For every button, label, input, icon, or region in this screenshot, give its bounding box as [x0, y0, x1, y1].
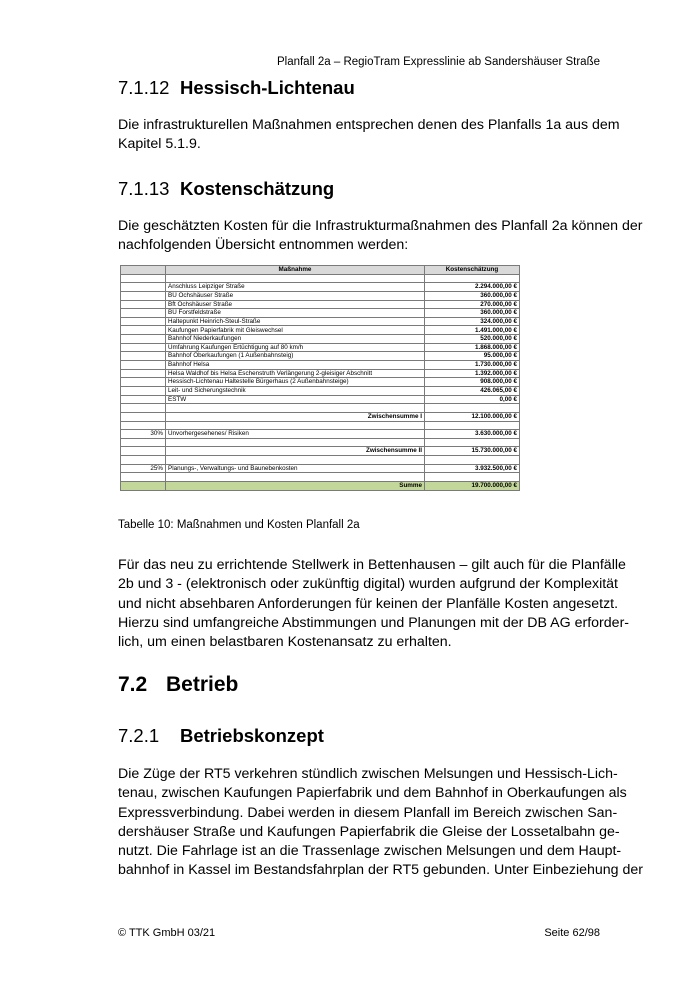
- text-line: Die Züge der RT5 verkehren stündlich zwischen Melsungen und Hessisch-Lich-: [118, 766, 618, 782]
- contingency-row: [121, 430, 520, 439]
- measure-cost: 1.730.000,00 €: [425, 361, 520, 370]
- planning-label: Planungs-, Verwaltungs- und Baunebenkosten: [166, 464, 425, 473]
- table-cell: [121, 412, 166, 421]
- text-line: lich, um einen belastbaren Kostenansatz zu erhalten.: [118, 634, 452, 651]
- measure-name: Leit- und Sicherungstechnik: [166, 386, 425, 395]
- measure-name: Kaufungen Papierfabrik mit Gleiswechsel: [166, 326, 425, 335]
- table-cell: [166, 421, 425, 430]
- subtotal-value: 12.100.000,00 €: [425, 412, 520, 421]
- measure-name: Hessisch-Lichtenau Haltestelle Bürgerhaus (2 Außenbahnsteige): [166, 378, 425, 387]
- percent-cell: 25%: [121, 464, 166, 473]
- text-line: Die geschätzten Kosten für die Infrastrukturmaßnahmen des Planfall 2a können der: [118, 218, 643, 234]
- measure-name: Anschluss Leipziger Straße: [166, 283, 425, 292]
- table-row: [121, 386, 520, 395]
- planning-row: [121, 464, 520, 473]
- measure-cost: 1.491.000,00 €: [425, 326, 520, 335]
- measure-name: BÜ Ochshäuser Straße: [166, 291, 425, 300]
- section-title: Kostenschätzung: [180, 178, 335, 199]
- total-label: Summe: [166, 482, 425, 491]
- section-title: Betriebskonzept: [180, 725, 324, 746]
- table-cell: [121, 317, 166, 326]
- total-value: 19.700.000,00 €: [425, 482, 520, 491]
- footer-page-number: Seite 62/98: [544, 927, 600, 939]
- table-cell: [425, 473, 520, 482]
- subtotal-value: 15.730.000,00 €: [425, 447, 520, 456]
- section-number: 7.2.1: [118, 725, 160, 746]
- subtotal-label: Zwischensumme II: [166, 447, 425, 456]
- table-cell: [121, 473, 166, 482]
- table-cell: [121, 343, 166, 352]
- table-row-blank: [121, 274, 520, 283]
- table-cell: [121, 335, 166, 344]
- table-cell: [121, 369, 166, 378]
- measure-cost: 2.294.000,00 €: [425, 283, 520, 292]
- table-cell: [121, 395, 166, 404]
- table-cell: [166, 438, 425, 447]
- table-caption: Tabelle 10: Maßnahmen und Kosten Planfall 2a: [118, 519, 360, 531]
- table-cell: [121, 300, 166, 309]
- measure-cost: 426.065,00 €: [425, 386, 520, 395]
- table-cell: [121, 386, 166, 395]
- table-cell: [121, 326, 166, 335]
- table-cell: [121, 378, 166, 387]
- table-row: [121, 335, 520, 344]
- measure-name: Bft Ochshäuser Straße: [166, 300, 425, 309]
- heading-7-1-13: [118, 178, 334, 200]
- measure-cost: 95.000,00 €: [425, 352, 520, 361]
- measure-name: Bahnhof Oberkaufungen (1 Außenbahnsteig): [166, 352, 425, 361]
- measure-name: ESTW: [166, 395, 425, 404]
- table-row-blank: [121, 438, 520, 447]
- table-cell: [121, 421, 166, 430]
- measure-cost: 324.000,00 €: [425, 317, 520, 326]
- table-cell: [166, 456, 425, 465]
- table-row-blank: [121, 456, 520, 465]
- measure-cost: 360.000,00 €: [425, 291, 520, 300]
- table-cell: [121, 482, 166, 491]
- table-cell: [166, 404, 425, 413]
- table-cell: [121, 438, 166, 447]
- subtotal-row-2: [121, 447, 520, 456]
- table-cell: [121, 291, 166, 300]
- table-row-blank: [121, 421, 520, 430]
- measure-cost: 0,00 €: [425, 395, 520, 404]
- column-header-measure: Maßnahme: [166, 266, 425, 275]
- text-line: und nicht absehbaren Anforderungen für keinen der Planfälle Kosten angesetzt.: [118, 595, 619, 612]
- table-row: [121, 343, 520, 352]
- measure-cost: 520.000,00 €: [425, 335, 520, 344]
- contingency-value: 3.630.000,00 €: [425, 430, 520, 439]
- text-line: Die infrastrukturellen Maßnahmen entsprechen denen des Planfalls 1a aus dem: [118, 117, 620, 133]
- table-cell: [121, 456, 166, 465]
- measure-cost: 908.000,00 €: [425, 378, 520, 387]
- measure-cost: 1.868.000,00 €: [425, 343, 520, 352]
- text-line: 2b und 3 - (elektronisch oder zukünftig digital) wurden aufgrund der Komplexität: [118, 576, 618, 593]
- heading-7-2-1: [118, 725, 324, 747]
- table-cell: [121, 283, 166, 292]
- table-row: [121, 300, 520, 309]
- section-title: Hessisch-Lichtenau: [180, 77, 355, 98]
- measure-name: Haltepunkt Heinrich-Steul-Straße: [166, 317, 425, 326]
- table-cell: [121, 447, 166, 456]
- subtotal-label: Zwischensumme I: [166, 412, 425, 421]
- table-row: [121, 352, 520, 361]
- section-number: 7.1.13: [118, 178, 170, 199]
- table-row: [121, 309, 520, 318]
- text-line: bahnhof in Kassel im Bestandsfahrplan der RT5 gebunden. Unter Einbeziehung der: [118, 862, 644, 879]
- table-cell: [425, 421, 520, 430]
- table-cell: [425, 404, 520, 413]
- paragraph-7-1-12: [118, 116, 620, 155]
- table-header-row: [121, 266, 520, 275]
- table-row: [121, 317, 520, 326]
- text-line: nutzt. Die Fahrlage ist an die Trassenlage zwischen Melsungen und dem Haupt-: [118, 843, 622, 860]
- table-cell: [121, 404, 166, 413]
- table-row: [121, 369, 520, 378]
- table-row-blank: [121, 404, 520, 413]
- measure-cost: 360.000,00 €: [425, 309, 520, 318]
- section-number: 7.1.12: [118, 77, 170, 98]
- table-row: [121, 361, 520, 370]
- cost-table: [120, 265, 520, 491]
- text-line: Expressverbindung. Dabei werden in diesem Planfall im Bereich zwischen San-: [118, 804, 618, 821]
- paragraph-betriebskonzept: [118, 765, 644, 881]
- text-line: Kapitel 5.1.9.: [118, 136, 201, 153]
- table-cell: [121, 309, 166, 318]
- table-cell: [121, 352, 166, 361]
- table-row: [121, 378, 520, 387]
- page-footer: [118, 927, 600, 939]
- table-cell: [121, 266, 166, 275]
- table-cell: [425, 456, 520, 465]
- table-cell: [121, 274, 166, 283]
- measure-name: Helsa Waldhof bis Helsa Eschenstruth Verlängerung 2-gleisiger Abschnitt: [166, 369, 425, 378]
- heading-7-2: [118, 673, 238, 697]
- text-line: Hierzu sind umfangreiche Abstimmungen und Planungen mit der DB AG erforder-: [118, 614, 630, 631]
- contingency-label: Unvorhergesehenes/ Risiken: [166, 430, 425, 439]
- planning-value: 3.932.500,00 €: [425, 464, 520, 473]
- measure-cost: 1.392.000,00 €: [425, 369, 520, 378]
- footer-copyright: © TTK GmbH 03/21: [118, 927, 216, 939]
- text-line: dershäuser Straße und Kaufungen Papierfabrik die Gleise der Lossetalbahn ge-: [118, 823, 620, 840]
- text-line: nachfolgenden Übersicht entnommen werden:: [118, 237, 409, 254]
- table-row: [121, 395, 520, 404]
- section-number: 7.2: [118, 673, 148, 696]
- table-row: [121, 326, 520, 335]
- table-cell: [425, 274, 520, 283]
- section-title: Betrieb: [166, 673, 239, 696]
- text-line: tenau, zwischen Kaufungen Papierfabrik und dem Bahnhof in Oberkaufungen als: [118, 785, 627, 802]
- table-cell: [425, 438, 520, 447]
- measure-cost: 270.000,00 €: [425, 300, 520, 309]
- paragraph-stellwerk: [118, 556, 630, 652]
- table-row: [121, 283, 520, 292]
- measure-name: Umfahrung Kaufungen Ertüchtigung auf 80 km/h: [166, 343, 425, 352]
- table-cell: [166, 274, 425, 283]
- measure-name: Bahnhof Helsa: [166, 361, 425, 370]
- table-cell: [166, 473, 425, 482]
- measure-name: BÜ Forstfeldstraße: [166, 309, 425, 318]
- table-row-blank: [121, 473, 520, 482]
- measure-name: Bahnhof Niederkaufungen: [166, 335, 425, 344]
- percent-cell: 30%: [121, 430, 166, 439]
- subtotal-row-1: [121, 412, 520, 421]
- table-cell: [121, 361, 166, 370]
- paragraph-7-1-13: [118, 217, 643, 256]
- text-line: Für das neu zu errichtende Stellwerk in Bettenhausen – gilt auch für die Planfälle: [118, 557, 626, 573]
- table-row: [121, 291, 520, 300]
- total-row: [121, 482, 520, 491]
- heading-7-1-12: [118, 77, 355, 99]
- column-header-cost: Kostenschätzung: [425, 266, 520, 275]
- running-header: Planfall 2a – RegioTram Expresslinie ab Sandershäuser Straße: [276, 56, 600, 68]
